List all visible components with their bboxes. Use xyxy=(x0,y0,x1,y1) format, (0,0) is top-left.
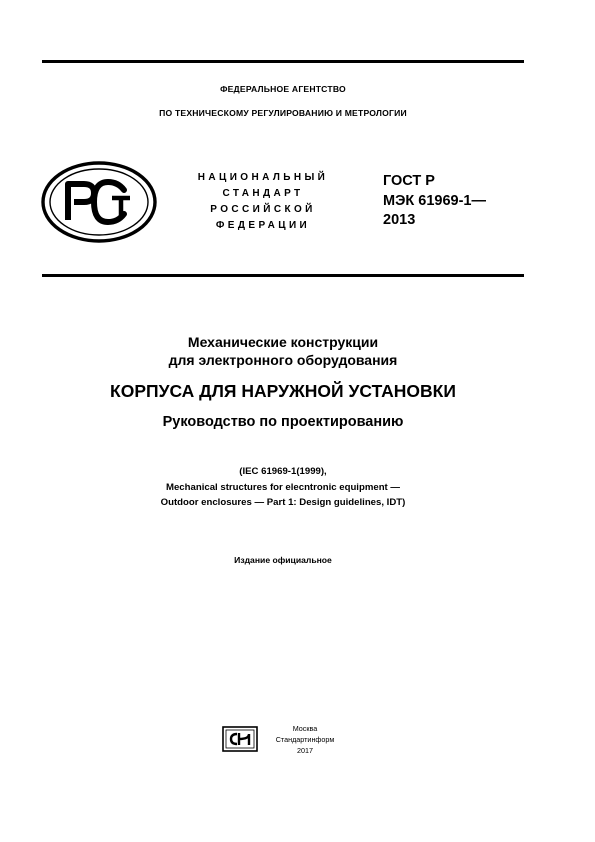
publisher-imprint xyxy=(262,723,348,756)
middle-divider xyxy=(42,274,524,277)
iec-reference-line: Outdoor enclosures — Part 1: Design guidelines, IDT) xyxy=(160,497,406,508)
national-line: РОССИЙСКОЙ xyxy=(210,204,316,215)
publisher-city: Москва xyxy=(292,724,318,733)
designation-line: МЭК 61969-1— xyxy=(383,192,486,209)
rst-gost-emblem-icon xyxy=(40,160,158,244)
agency-name-line2: ПО ТЕХНИЧЕСКОМУ РЕГУЛИРОВАНИЮ И МЕТРОЛОГИИ xyxy=(159,108,407,118)
publisher-year: 2017 xyxy=(297,746,313,755)
agency-name-line1: ФЕДЕРАЛЬНОЕ АГЕНТСТВО xyxy=(220,84,346,94)
national-standard-label xyxy=(178,170,348,234)
national-line: ФЕДЕРАЦИИ xyxy=(215,220,311,231)
edition-label: Издание официальное xyxy=(234,555,332,565)
document-title-line2: для электронного оборудования xyxy=(168,352,398,368)
iec-reference-line: Mechanical structures for elecntronic equipment — xyxy=(165,481,401,493)
standartinform-logo-icon xyxy=(222,726,258,752)
designation-line: ГОСТ Р xyxy=(383,173,435,189)
publisher-name: Стандартинформ xyxy=(275,735,335,744)
document-title-line1: Механические конструкции xyxy=(187,334,379,350)
designation-line: 2013 xyxy=(383,212,416,228)
standard-designation xyxy=(383,172,486,231)
document-subtitle: Руководство по проектированию xyxy=(162,414,404,430)
national-line: НАЦИОНАЛЬНЫЙ xyxy=(197,172,329,183)
iec-reference xyxy=(42,464,524,511)
top-divider xyxy=(42,60,524,63)
iec-reference-line: (IEC 61969-1(1999), xyxy=(239,466,327,477)
national-line: СТАНДАРТ xyxy=(222,188,304,199)
document-main-title: КОРПУСА ДЛЯ НАРУЖНОЙ УСТАНОВКИ xyxy=(110,381,456,401)
